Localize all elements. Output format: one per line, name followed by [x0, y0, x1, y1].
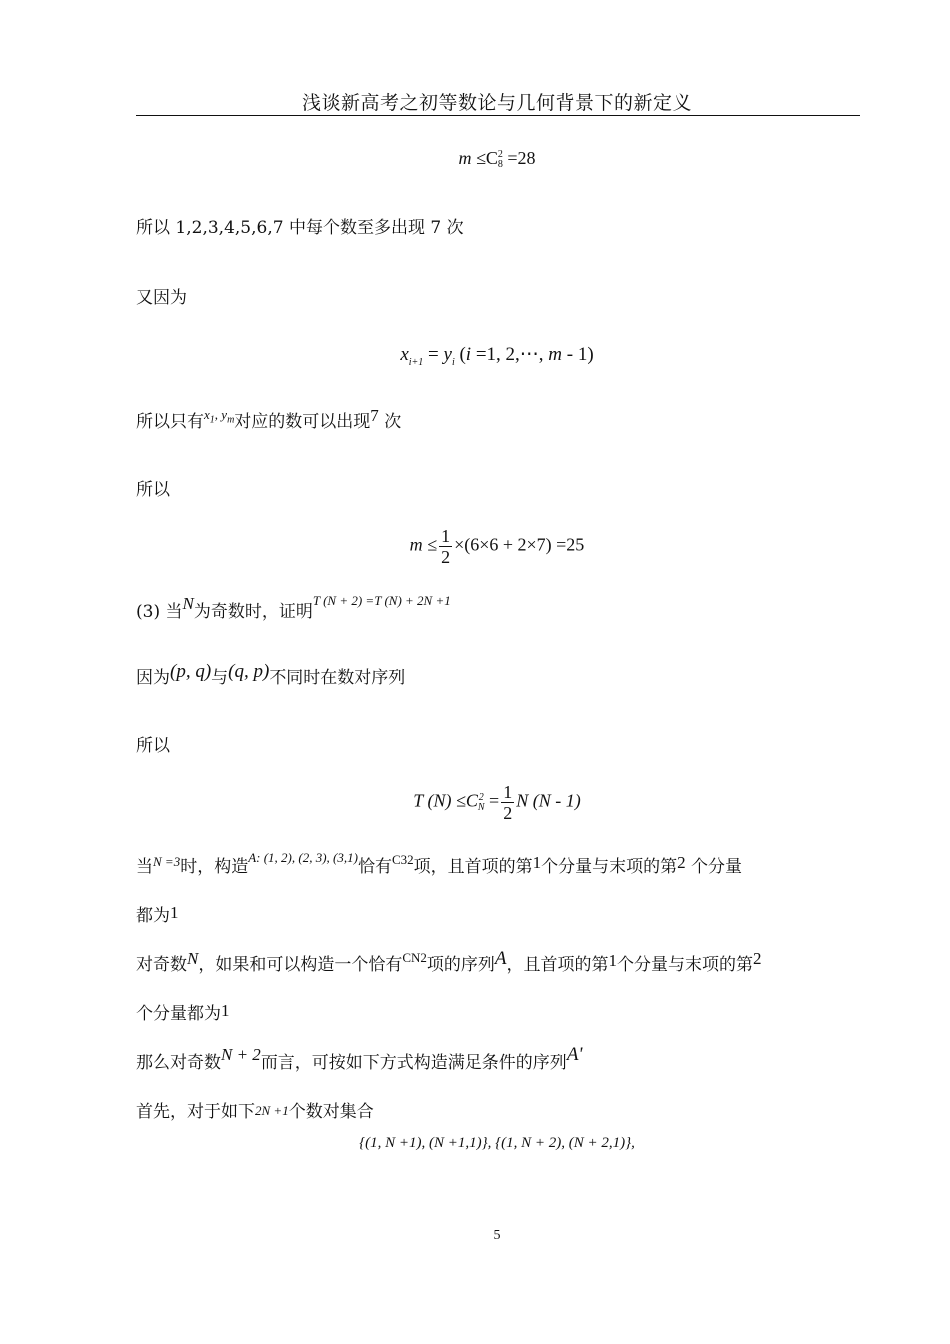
- p10-text-e: 个分量与末项的第: [617, 955, 754, 975]
- p8-text-a: 当: [136, 857, 153, 877]
- eq3-left: m ≤: [409, 534, 438, 555]
- p10-cn2: CN2: [402, 950, 427, 965]
- p6-pair-qp: (q, p): [228, 661, 270, 682]
- equation-x-equals-y: $x_{i+1} = y_i$ (i =1, 2,⋯, m - 1): [400, 344, 594, 368]
- equation-m-le-c82: m ≤C2 8 =28: [458, 148, 536, 170]
- p5-text-b: 为奇数时，证明: [193, 602, 313, 622]
- eq4-denominator: 2: [503, 803, 513, 823]
- p3-number: 7: [370, 406, 379, 425]
- p3-text-c: 次: [384, 412, 402, 432]
- p6-text-a: 因为: [136, 668, 170, 688]
- paragraph-components-equal-1: [136, 1002, 230, 1026]
- p12-n-plus-2: N + 2: [221, 1045, 261, 1064]
- p10-var-n: N: [187, 949, 199, 968]
- eq3-numerator: 1: [441, 526, 451, 546]
- p8-sequence-a: A: (1, 2), (2, 3), (3,1): [248, 850, 358, 865]
- paragraph-all-equal-1: [136, 904, 179, 928]
- p13-text-b: 个数对集合: [288, 1102, 374, 1122]
- p8-text-c: 恰有: [357, 857, 392, 877]
- page-number: 5: [493, 1228, 501, 1243]
- p10-number-2: 2: [753, 949, 762, 968]
- p6-text-c: 不同时在数对序列: [269, 668, 406, 688]
- p10-text-d: ，且首项的第: [506, 955, 609, 975]
- p13-2n-plus-1: 2N +1: [255, 1103, 289, 1118]
- p8-number-1: 1: [532, 853, 542, 872]
- eq3-right: ×(6×6 + 2×7) =25: [454, 534, 585, 555]
- p6-pair-pq: (p, q): [170, 661, 212, 682]
- paragraph-part3-statement: [136, 593, 451, 625]
- p10-text-b: ，如果和可以构造一个恰有: [198, 955, 403, 975]
- p12-var-a-prime: A': [566, 1044, 583, 1065]
- paragraph-therefore-2: 所以: [136, 736, 170, 756]
- paragraph-occurrence-limit: 所以 1,2,3,4,5,6,7 中每个数至多出现 7 次: [136, 218, 464, 238]
- p5-equation: T (N + 2) =T (N) + 2N +1: [312, 593, 451, 608]
- p10-number-1: 1: [608, 951, 618, 970]
- p13-text-a: 首先，对于如下: [136, 1102, 255, 1122]
- p12-text-b: 而言，可按如下方式构造满足条件的序列: [260, 1053, 567, 1073]
- p8-number-2: 2: [677, 853, 686, 872]
- p9-text-a: 都为: [136, 906, 170, 926]
- eq4-left: T (N) ≤C: [413, 790, 478, 811]
- paragraph-therefore-1: 所以: [136, 480, 170, 500]
- p6-text-b: 与: [211, 668, 229, 688]
- eq4-equals: =: [484, 790, 500, 811]
- p9-number: 1: [170, 903, 179, 922]
- p12-text-a: 那么对奇数: [136, 1053, 221, 1073]
- p8-text-d: 项，且首项的第: [413, 857, 533, 877]
- equation-tn-bound: T (N) ≤C2 N = $\frac{1}{2}$ N (N - 1): [413, 782, 581, 823]
- paragraph-only-x1-ym: [136, 406, 402, 435]
- p10-text-c: 项的序列: [426, 955, 495, 975]
- paragraph-n3-construction: [136, 850, 743, 880]
- p3-text-a: 所以只有: [136, 412, 204, 432]
- p10-var-a: A: [494, 948, 507, 969]
- header-rule: [136, 115, 860, 116]
- p11-text-a: 个分量都为: [136, 1004, 221, 1024]
- paragraph-also-because: 又因为: [136, 288, 187, 308]
- paragraph-odd-n-assumption: [136, 948, 762, 978]
- p8-text-f: 个分量: [691, 857, 743, 877]
- paragraph-n-plus-2-construction: [136, 1044, 583, 1075]
- equation-pair-sets: {(1, N +1), (N +1,1)}, {(1, N + 2), (N + 2,1)},: [359, 1135, 635, 1151]
- page-header-title: 浅谈新高考之初等数论与几何背景下的新定义: [301, 92, 692, 114]
- p8-c32: C32: [391, 852, 414, 867]
- p5-text-a: (3) 当: [136, 602, 183, 622]
- p5-var-n: N: [182, 594, 194, 613]
- eq4-numerator: 1: [503, 782, 513, 802]
- p8-text-e: 个分量与末项的第: [541, 857, 678, 877]
- p3-text-b: 对应的数可以出现: [234, 412, 371, 432]
- p8-text-b: 时，构造: [180, 857, 249, 877]
- p10-text-a: 对奇数: [136, 955, 187, 975]
- equation-m-le-25: [136, 526, 858, 567]
- eq3-denominator: 2: [441, 547, 451, 567]
- paragraph-pq-qp: [136, 661, 406, 690]
- p11-number: 1: [221, 1001, 230, 1020]
- paragraph-pair-sets-intro: [136, 1100, 374, 1125]
- p8-n-equals-3: N =3: [153, 854, 181, 869]
- p3-math: x1, ym: [204, 407, 235, 426]
- eq4-right: N (N - 1): [516, 790, 581, 811]
